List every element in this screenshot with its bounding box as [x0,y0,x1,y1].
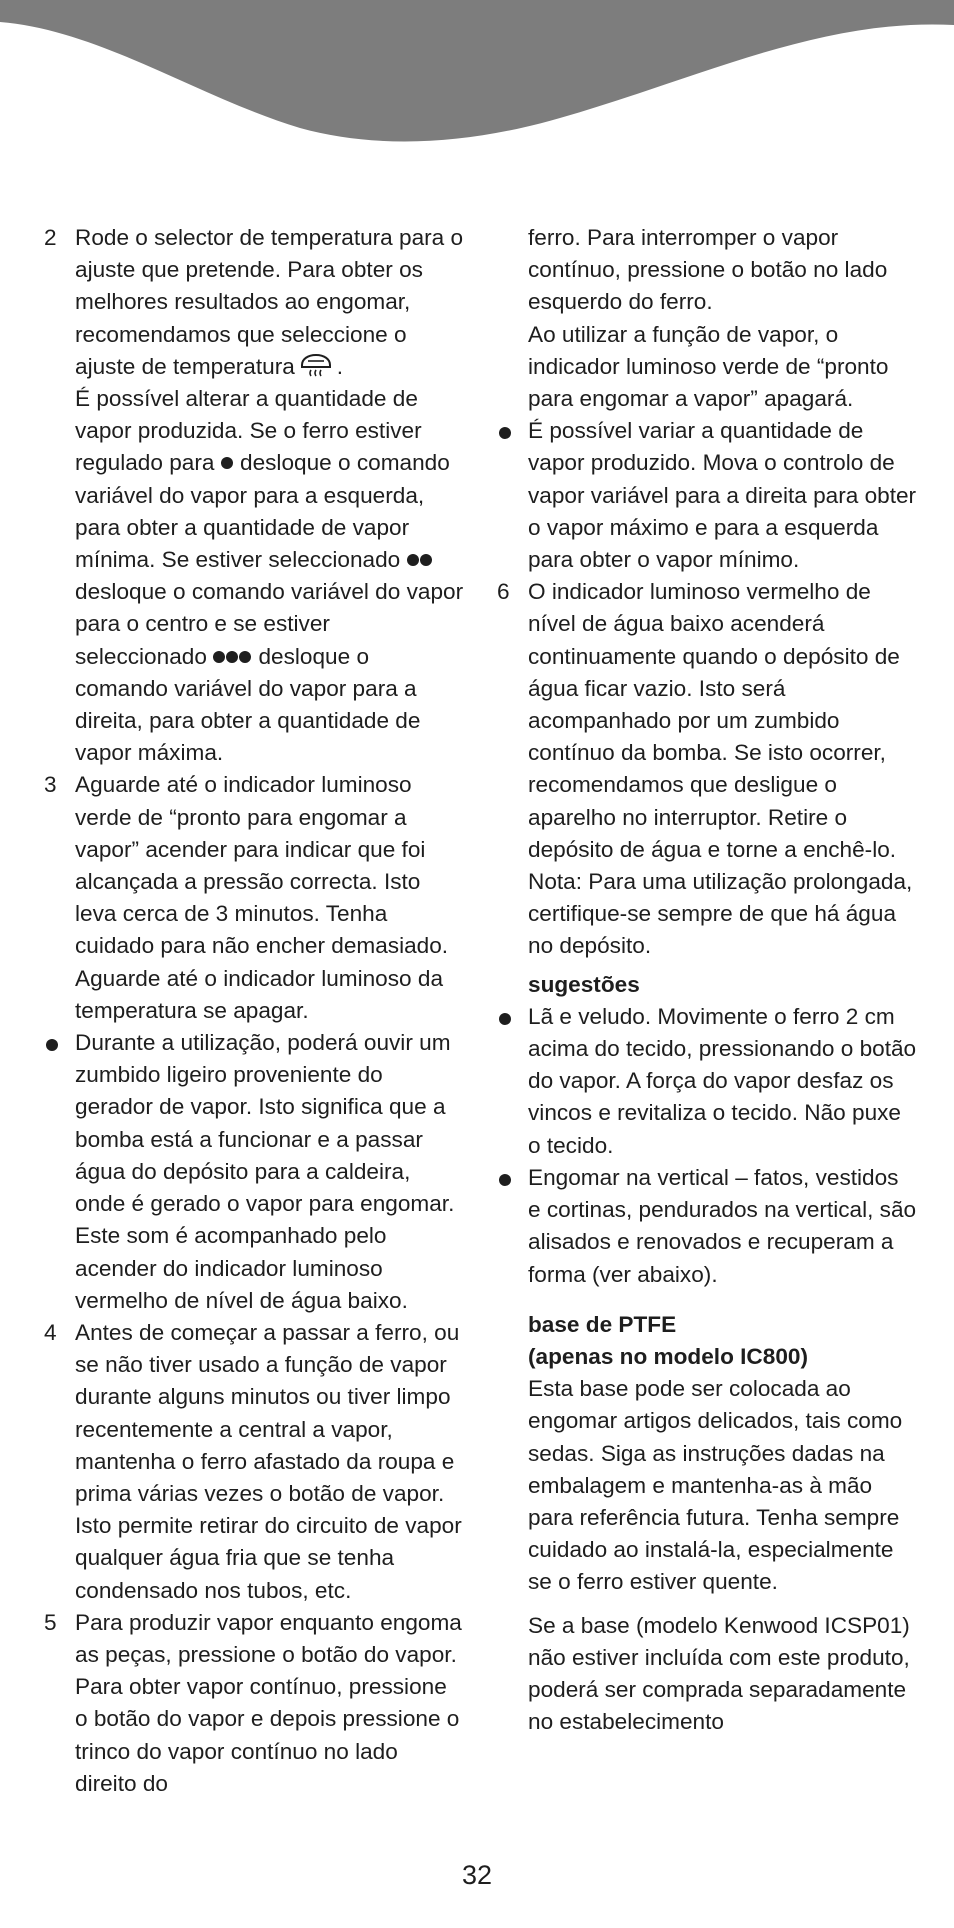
list-item-4 [44,1317,464,1607]
item-number: 3 [44,772,57,798]
item-number: 4 [44,1319,57,1345]
filled-dot [221,457,233,469]
bullet-icon [499,1013,511,1025]
item-3-text: Aguarde até o indicador luminoso verde de “pronto para engomar a vapor” acender para indicar que foi alcançada a pressão correcta. Isto leva cerca de 3 minutos. Tenha cuidado para não encher demasiado. Aguarde até o indicador luminoso da temperatura se apagar. [75,772,449,1023]
item-5-text: Para produzir vapor enquanto engoma as peças, pressione o botão do vapor. Para obter vapor contínuo, pressione o botão do vapor e depois pressione o trinco do vapor contínuo no lado direito do [75,1609,462,1796]
item-6-p1: O indicador luminoso vermelho de nível de água baixo acenderá continuamente quando o depósito de água ficar vazio. Isto será acompanhado por um zumbido contínuo da bomba. Se isto ocorrer, recomendamos que desligue o aparelho no interruptor. Retire o depósito de água e torne a enchê-lo. [528,579,900,862]
bullet-item-noise [44,1027,464,1317]
item-2-text-c: desloque o comando variável do vapor para o centro e se estiver seleccionado [75,579,464,669]
item-5-cont-p2: Ao utilizar a função de vapor, o indicador luminoso verde de “pronto para engomar a vapor” apagará. [528,321,889,412]
filled-dot [213,651,225,663]
left-column [44,222,464,1800]
bullet-icon [499,1174,511,1186]
item-number: 5 [44,1609,57,1635]
tips-heading: sugestões [528,971,640,997]
three-dot-setting [213,644,252,669]
right-column [497,222,917,1738]
tips-bullet-text: Engomar na vertical – fatos, vestidos e cortinas, pendurados na vertical, são alisados e renovados e recuperam a forma (ver abaixo). [528,1164,917,1287]
list-item-3 [44,769,464,1027]
page-number: 32 [461,1860,493,1890]
list-item-5 [44,1607,464,1800]
item-2-text-d: desloque o comando variável do vapor para a direita, para obter a quantidade de vapor máxima. [75,643,421,766]
filled-dot [239,651,251,663]
tips-bullet-item [497,1162,917,1291]
tips-bullet-item [497,1001,917,1162]
ptfe-heading: base de PTFE [528,1311,677,1337]
item-2-text-end: . [336,353,344,379]
two-dot-setting [407,547,433,572]
filled-dot [407,554,419,566]
bullet-icon [46,1039,58,1051]
ptfe-subheading: (apenas no modelo IC800) [528,1343,808,1369]
item-2-paragraph-2 [75,383,464,769]
bullet-vary-text: É possível variar a quantidade de vapor produzido. Mova o controlo de vapor variável para a direita para obter o vapor máximo e para a esquerda para obter o vapor mínimo. [528,418,917,573]
filled-dot [420,554,432,566]
one-dot-setting [221,450,234,475]
tips-bullet-text: Lã e veludo. Movimente o ferro 2 cm acima do tecido, pressionando o botão do vapor. A força do vapor desfaz os vincos e revitaliza o tecido. Não puxe o tecido. [528,1003,917,1158]
item-5-cont-p1: ferro. Para interromper o vapor contínuo, pressione o botão no lado esquerdo do ferro. [528,225,888,315]
list-item-6 [497,576,917,962]
filled-dot [226,651,238,663]
item-2-text-b: desloque o comando variável do vapor para a esquerda, para obter a quantidade de vapor mínima. Se estiver seleccionado [75,450,450,573]
bullet-icon [499,427,511,439]
item-number: 2 [44,225,57,250]
ptfe-paragraph-1: Esta base pode ser colocada ao engomar artigos delicados, tais como sedas. Siga as instruções dadas na embalagem e mantenha-as à mão para referência futura. Tenha sempre cuidado ao instalá-la, especialmente se o ferro estiver quente. [528,1376,903,1595]
item-2-paragraph-1 [75,222,464,383]
steam-iron-temperature-icon [299,352,333,380]
item-number: 6 [497,579,510,605]
bullet-item-vary-steam [497,415,917,576]
item-4-text: Antes de começar a passar a ferro, ou se não tiver usado a função de vapor durante alguns minutos ou tiver limpo recentemente a central a vapor, mantenha o ferro afastado da roupa e prima várias vezes o botão de vapor. Isto permite retirar do circuito de vapor qualquer água fria que se tenha condensado nos tubos, etc. [75,1319,462,1603]
ptfe-paragraph-2: Se a base (modelo Kenwood ICSP01) não estiver incluída com este produto, poderá ser comprada separadamente no estabelecimento [528,1612,910,1735]
list-item-2 [44,222,464,769]
item-6-p2: Nota: Para uma utilização prolongada, certifique-se sempre de que há água no depósito. [528,869,913,959]
item-2-text-a: É possível alterar a quantidade de vapor produzida. Se o ferro estiver regulado para [75,386,422,476]
item-5-continued [497,222,917,415]
header-wave-banner [0,0,954,160]
item-2-text: Rode o selector de temperatura para o ajuste que pretende. Para obter os melhores resultados ao engomar, recomendamos que seleccione o ajuste de temperatura [75,225,464,379]
bullet-noise-text: Durante a utilização, poderá ouvir um zumbido ligeiro proveniente do gerador de vapor. Isto significa que a bomba está a funcionar e a passar água do depósito para a caldeira, onde é gerado o vapor para engomar. Este som é acompanhado pelo acender do indicador luminoso vermelho de nível de água baixo. [75,1030,455,1313]
